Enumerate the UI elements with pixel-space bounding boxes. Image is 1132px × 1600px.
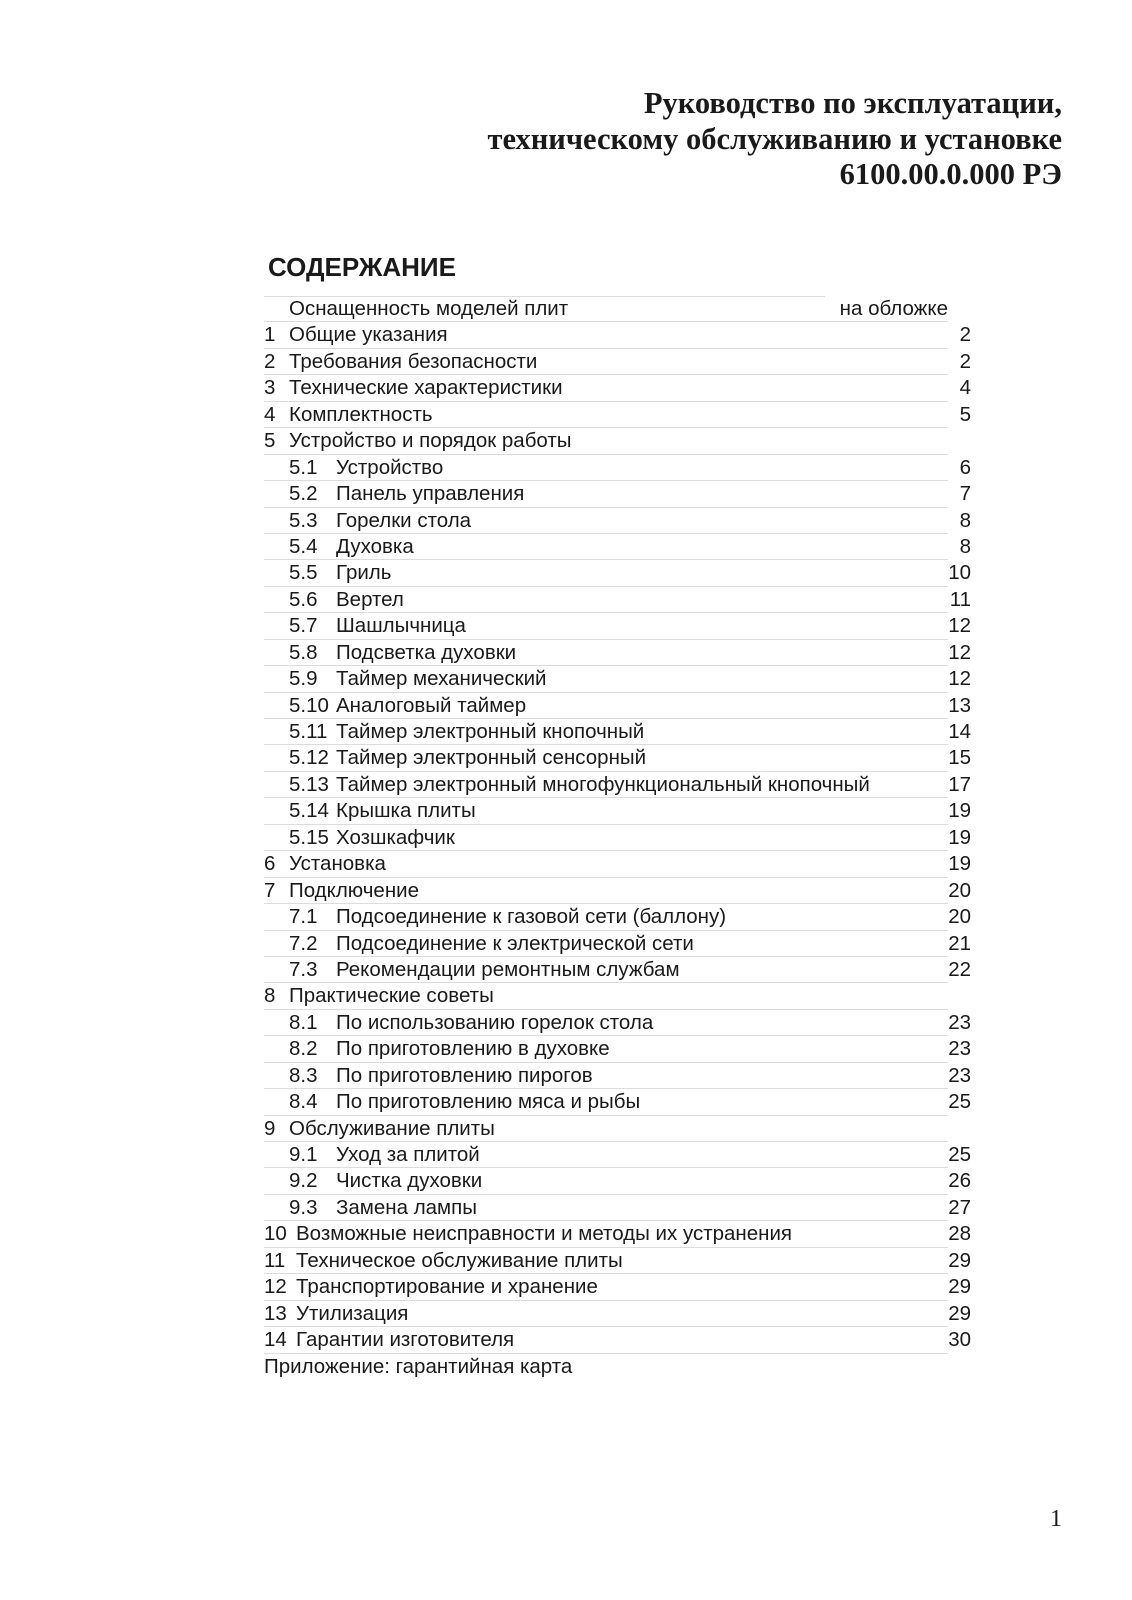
toc-entry-page: 28 [948,1222,971,1246]
toc-entry-label: По приготовлению пирогов [336,1063,593,1087]
toc-entry-page: 4 [959,376,971,400]
toc-entry[interactable] [264,481,984,507]
toc-entry-label: По использованию горелок стола [336,1010,654,1034]
toc-entry-label: Горелки стола [336,508,472,532]
toc-entry-number: 2 [264,349,276,373]
toc-entry-number: 5.11 [289,720,328,743]
toc-entry[interactable] [264,904,984,930]
toc-entry-page: 29 [948,1248,971,1272]
toc-entry-page: 6 [959,455,971,479]
toc-entry-page: 12 [948,640,971,664]
toc-entry-number: 11 [264,1248,286,1272]
toc-entry-label: Уход за плитой [336,1143,480,1166]
toc-entry-label: Гриль [336,561,392,585]
header-line-2: техническому обслуживанию и установке [487,121,1062,156]
toc-entry-number: 7 [264,878,276,902]
toc-entry-page: 7 [959,482,971,506]
toc-entry-label: Крышка плиты [336,799,476,823]
toc-entry[interactable] [264,322,984,348]
toc-entry-number: 5.13 [289,772,329,796]
toc-entry[interactable] [264,878,984,904]
toc-entry[interactable] [264,1168,984,1194]
toc-entry-label: Хозшкафчик [336,825,455,849]
toc-entry-number: 5.2 [289,482,318,506]
toc-entry-label: Комплектность [289,402,433,426]
toc-entry-number: 7.3 [289,957,318,981]
document-header [488,86,1062,193]
toc-title: СОДЕРЖАНИЕ [268,252,456,282]
toc-entry-label: Вертел [336,587,404,611]
toc-entry[interactable] [264,349,984,375]
toc-entry-page: 23 [948,1010,971,1034]
toc-entry[interactable] [264,402,984,428]
page-number: 1 [1050,1506,1062,1532]
toc-entry-label: По приготовлению в духовке [336,1037,610,1061]
toc-entry[interactable] [264,745,984,771]
toc-entry-label: Подсоединение к электрической сети [336,931,694,955]
toc-entry[interactable] [264,508,984,534]
toc-entry-number: 7.2 [289,931,318,955]
toc-entry-page: на обложке [839,297,948,320]
toc-entry-label: Подсоединение к газовой сети (баллону) [336,905,727,929]
toc-entry-label: Замена лампы [336,1195,477,1219]
toc-entry-number: 8.3 [289,1063,318,1087]
toc-entry-label: Гарантии изготовителя [296,1328,515,1352]
toc-entry-number: 5.12 [289,746,329,770]
toc-entry-number: 8.4 [289,1090,318,1114]
toc-entry[interactable] [264,1248,984,1274]
toc-entry-number: 9 [264,1116,276,1140]
toc-entry-label: Обслуживание плиты [289,1116,495,1140]
toc-entry-number: 5.10 [289,693,329,717]
toc-entry[interactable] [264,1301,984,1327]
toc-entry[interactable] [264,587,984,613]
toc-entry-page: 14 [948,720,971,743]
toc-entry-label: Технические характеристики [289,376,563,400]
toc-entry[interactable] [264,534,984,560]
toc-entry-number: 1 [264,323,276,347]
toc-entry-page: 29 [948,1275,971,1299]
toc-entry-page: 20 [948,905,971,929]
toc-entry-label: Аналоговый таймер [336,693,527,717]
toc-entry-number: 6 [264,852,276,876]
toc-entry-number: 9.2 [289,1169,318,1193]
toc-entry-label: Приложение: гарантийная карта [264,1354,573,1378]
toc-entry[interactable] [264,613,984,639]
toc-entry[interactable] [264,693,984,719]
toc-entry-page: 12 [948,614,971,638]
toc-entry-page: 25 [948,1143,971,1166]
toc-entry-page: 22 [948,957,971,981]
toc-entry-label: Шашлычница [336,614,466,638]
toc-entry[interactable] [264,1036,984,1062]
toc-entry[interactable] [264,375,984,401]
toc-entry-page: 12 [948,667,971,691]
toc-entry[interactable] [264,666,984,692]
toc-entry-number: 5.3 [289,508,318,532]
toc-entry-label: Устройство [336,455,444,479]
toc-entry-page: 29 [948,1301,971,1325]
toc-entry-label: Подсветка духовки [336,640,517,664]
toc-entry-number: 8 [264,984,276,1008]
toc-entry-page: 26 [948,1169,971,1193]
toc-entry[interactable] [264,1063,984,1089]
toc-entry-label: Практические советы [289,984,494,1008]
toc-entry-label: Требования безопасности [289,349,538,373]
toc-entry-page: 30 [948,1328,971,1352]
toc-entry-label: Панель управления [336,482,525,506]
toc-entry-page: 8 [959,508,971,532]
toc-entry-page: 13 [948,693,971,717]
toc-entry-appendix[interactable] [264,1354,984,1380]
toc-entry-page: 20 [948,878,971,902]
toc-entry-number: 8.1 [289,1010,318,1034]
toc-entry-page: 15 [948,746,971,770]
toc-entry[interactable] [264,1010,984,1036]
toc-entry-label: Возможные неисправности и методы их устранения [296,1222,793,1246]
toc-entry-number: 4 [264,402,276,426]
toc-entry-number: 5.8 [289,640,318,664]
table-of-contents [264,296,984,1380]
toc-entry-page: 10 [948,561,971,585]
toc-entry[interactable] [264,1274,984,1300]
toc-entry-page: 25 [948,1090,971,1114]
toc-entry-number: 8.2 [289,1037,318,1061]
toc-entry[interactable] [264,851,984,877]
toc-entry-number: 5.5 [289,561,318,585]
toc-entry-page: 19 [948,799,971,823]
toc-entry[interactable] [264,719,984,745]
toc-entry[interactable] [264,983,984,1009]
toc-entry-label: Подключение [289,878,419,902]
toc-entry[interactable] [264,1089,984,1115]
toc-entry-number: 5.1 [289,455,318,479]
toc-entry-page: 19 [948,825,971,849]
toc-entry[interactable] [264,825,984,851]
toc-entry-label: Транспортирование и хранение [296,1275,598,1299]
toc-entry-label: Таймер электронный кнопочный [336,720,645,743]
toc-entry[interactable] [264,640,984,666]
toc-entry-number: 5.9 [289,667,318,691]
toc-entry-label: Утилизация [296,1301,409,1325]
toc-entry-number: 7.1 [289,905,318,929]
toc-entry[interactable] [264,1142,984,1168]
toc-entry-label: Духовка [336,534,414,558]
toc-entry-page: 8 [959,534,971,558]
toc-entry[interactable] [264,455,984,481]
header-line-1: Руководство по эксплуатации, [643,86,1062,120]
toc-entry-number: 13 [264,1301,287,1325]
toc-entry-label: Таймер механический [336,667,547,691]
toc-entry[interactable] [264,957,984,983]
toc-entry[interactable] [264,798,984,824]
toc-entry[interactable] [264,1195,984,1221]
toc-entry-page: 23 [948,1037,971,1061]
toc-entry-number: 5 [264,429,276,453]
toc-entry[interactable] [264,1221,984,1247]
toc-entry-label: Таймер электронный многофункциональный кнопочный [336,772,870,796]
toc-entry[interactable] [264,428,984,454]
toc-entry-number: 14 [264,1328,287,1352]
toc-entry-label: Таймер электронный сенсорный [336,746,647,770]
toc-entry[interactable] [264,1116,984,1142]
toc-entry-number: 5.14 [289,799,329,823]
toc-entry-page: 17 [948,772,971,796]
toc-entry-page: 2 [959,323,971,347]
header-line-3: 6100.00.0.000 РЭ [839,157,1062,191]
toc-entry-label: Техническое обслуживание плиты [296,1248,623,1272]
toc-entry-label: Рекомендации ремонтным службам [336,957,680,981]
toc-entry-label: По приготовлению мяса и рыбы [336,1090,641,1114]
toc-entry[interactable] [264,296,984,322]
toc-entry-label: Установка [289,852,386,876]
toc-entry-number: 3 [264,376,276,400]
toc-entry-label: Общие указания [289,323,448,347]
toc-entry-label: Чистка духовки [336,1169,483,1193]
toc-entry-page: 27 [948,1195,971,1219]
toc-entry-page: 21 [948,931,971,955]
toc-entry-page: 23 [948,1063,971,1087]
toc-entry-number: 5.4 [289,534,318,558]
toc-entry-number: 12 [264,1275,287,1299]
toc-entry[interactable] [264,772,984,798]
toc-entry-number: 5.6 [289,587,318,611]
toc-entry[interactable] [264,931,984,957]
toc-entry-number: 5.7 [289,614,318,638]
toc-entry-label: Оснащенность моделей плит [289,297,569,320]
toc-entry[interactable] [264,560,984,586]
toc-entry-page: 2 [959,349,971,373]
toc-entry[interactable] [264,1327,984,1353]
toc-entry-number: 10 [264,1222,287,1246]
toc-entry-number: 9.1 [289,1143,318,1166]
toc-entry-page: 19 [948,852,971,876]
toc-entry-number: 9.3 [289,1195,318,1219]
toc-entry-page: 11 [949,587,971,611]
toc-entry-label: Устройство и порядок работы [289,429,572,453]
toc-entry-number: 5.15 [289,825,329,849]
toc-entry-page: 5 [959,402,971,426]
